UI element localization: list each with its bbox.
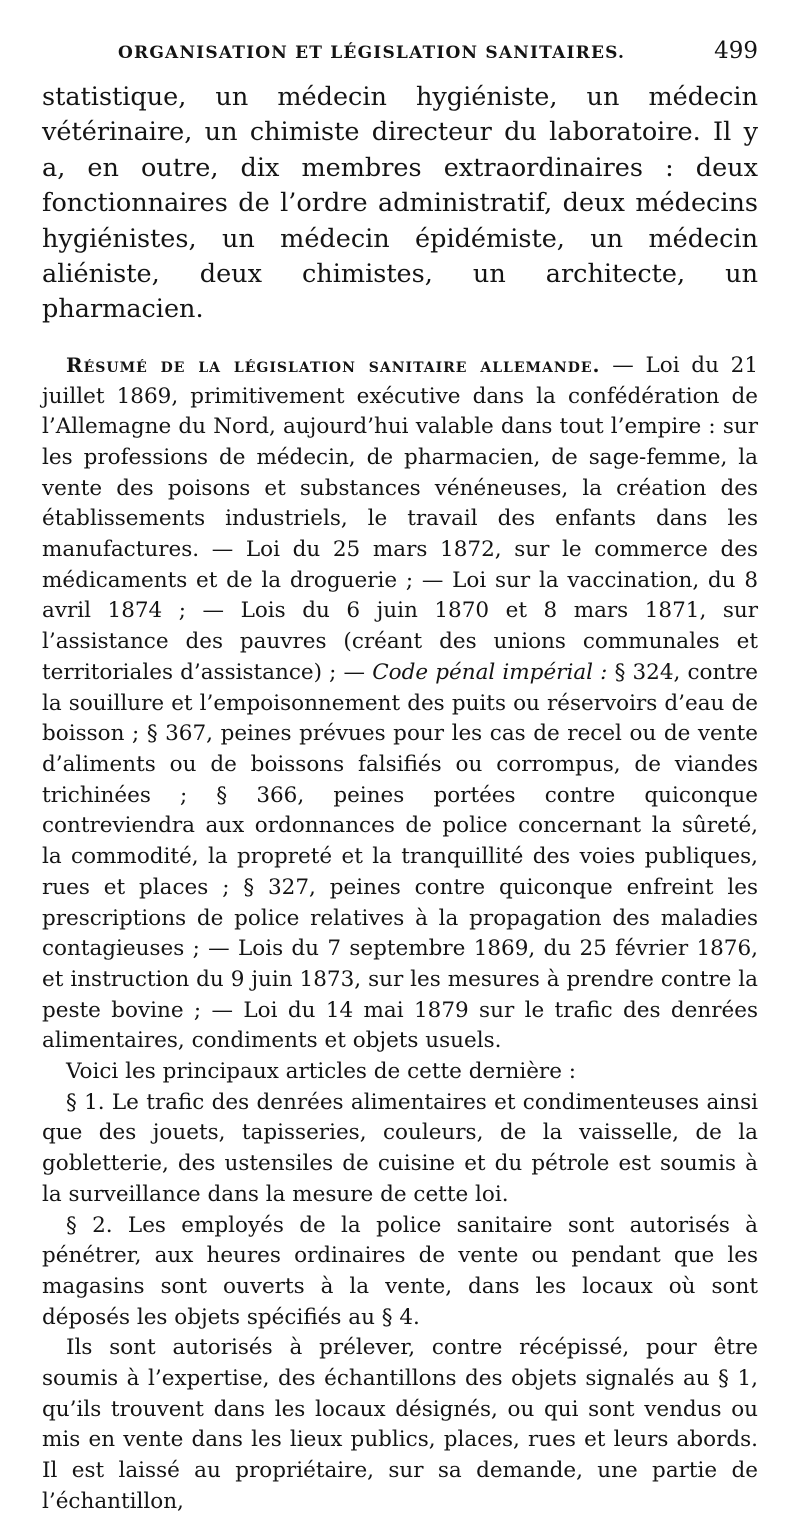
code-penal-reference: Code pénal impérial : <box>372 659 608 685</box>
paragraph-article-2-cont: Ils sont autorisés à prélever, contre récépissé, pour être soumis à l’expertise, des échantillons des objets signalés au § 1, qu’ils trouvent dans les locaux désignés, ou qui sont vendus ou mis en vente dans les lieux publics, places, rues et leurs abords. Il est laissé au propriétaire, sur sa demande, une partie de l’échantillon, <box>42 1335 758 1514</box>
paragraph-intro-articles: Voici les principaux articles de cette dernière : <box>66 1059 576 1085</box>
paragraph-continuation: statistique, un médecin hygiéniste, un médecin vétérinaire, un chimiste directeur du laboratoire. Il y a, en outre, dix membres extraordinaires : deux fonctionnaires de l’ordre administratif, deux médecins hygiénistes, un médecin épidémiste, un médecin aliéniste, deux chimistes, un architecte, un pharmacien. <box>42 82 758 325</box>
page-body <box>42 80 758 1518</box>
page-number: 499 <box>714 38 758 64</box>
section-heading: Résumé de la législation sanitaire allemande. <box>66 352 601 377</box>
paragraph-legislation-summary <box>42 350 758 1057</box>
paragraph-article-2: § 2. Les employés de la police sanitaire sont autorisés à pénétrer, aux heures ordinaires de vente ou pendant que les magasins sont ouverts à la vente, dans les locaux où sont déposés les objets spécifiés au § 4. <box>42 1212 758 1330</box>
paragraph-text: — Loi du 21 juillet 1869, primitivement exécutive dans la confédération de l’Allemagne du Nord, aujourd’hui valable dans tout l’empire : sur les professions de médecin, de pharmacien, de sage-femme, la vente des poisons et substances vénéneuses, la création des établissements industriels, le travail des enfants dans les manufactures. — Loi du 25 mars 1872, sur le commerce des médicaments et de la droguerie ; — Loi sur la vaccination, du 8 avril 1874 ; — Lois du 6 juin 1870 et 8 mars 1871, sur l’assistance des pauvres (créant des unions communales et territoriales d’assistance) ; — <box>42 352 759 685</box>
running-title: ORGANISATION ET LÉGISLATION SANITAIRES. <box>118 43 626 63</box>
running-header <box>118 38 758 64</box>
paragraph-article-1: § 1. Le trafic des denrées alimentaires et condimenteuses ainsi que des jouets, tapisseries, couleurs, de la vaisselle, de la gobletterie, des ustensiles de cuisine et du pétrole est soumis à la surveillance dans la mesure de cette loi. <box>42 1089 758 1207</box>
paragraph-text: § 324, contre la souillure et l’empoisonnement des puits ou réservoirs d’eau de boisson ; § 367, peines prévues pour les cas de recel ou de vente d’aliments ou de boissons falsifiés ou corrompus, de viandes trichinées ; § 366, peines portées contre quiconque contreviendra aux ordonnances de police concernant la sûreté, la commodité, la propreté et la tranquillité des voies publiques, rues et places ; § 327, peines contre quiconque enfreint les prescriptions de police relatives à la propagation des maladies contagieuses ; — Lois du 7 septembre 1869, du 25 février 1876, et instruction du 9 juin 1873, sur les mesures à prendre contre la peste bovine ; — Loi du 14 mai 1879 sur le trafic des denrées alimentaires, condiments et objets usuels. <box>42 659 758 1054</box>
